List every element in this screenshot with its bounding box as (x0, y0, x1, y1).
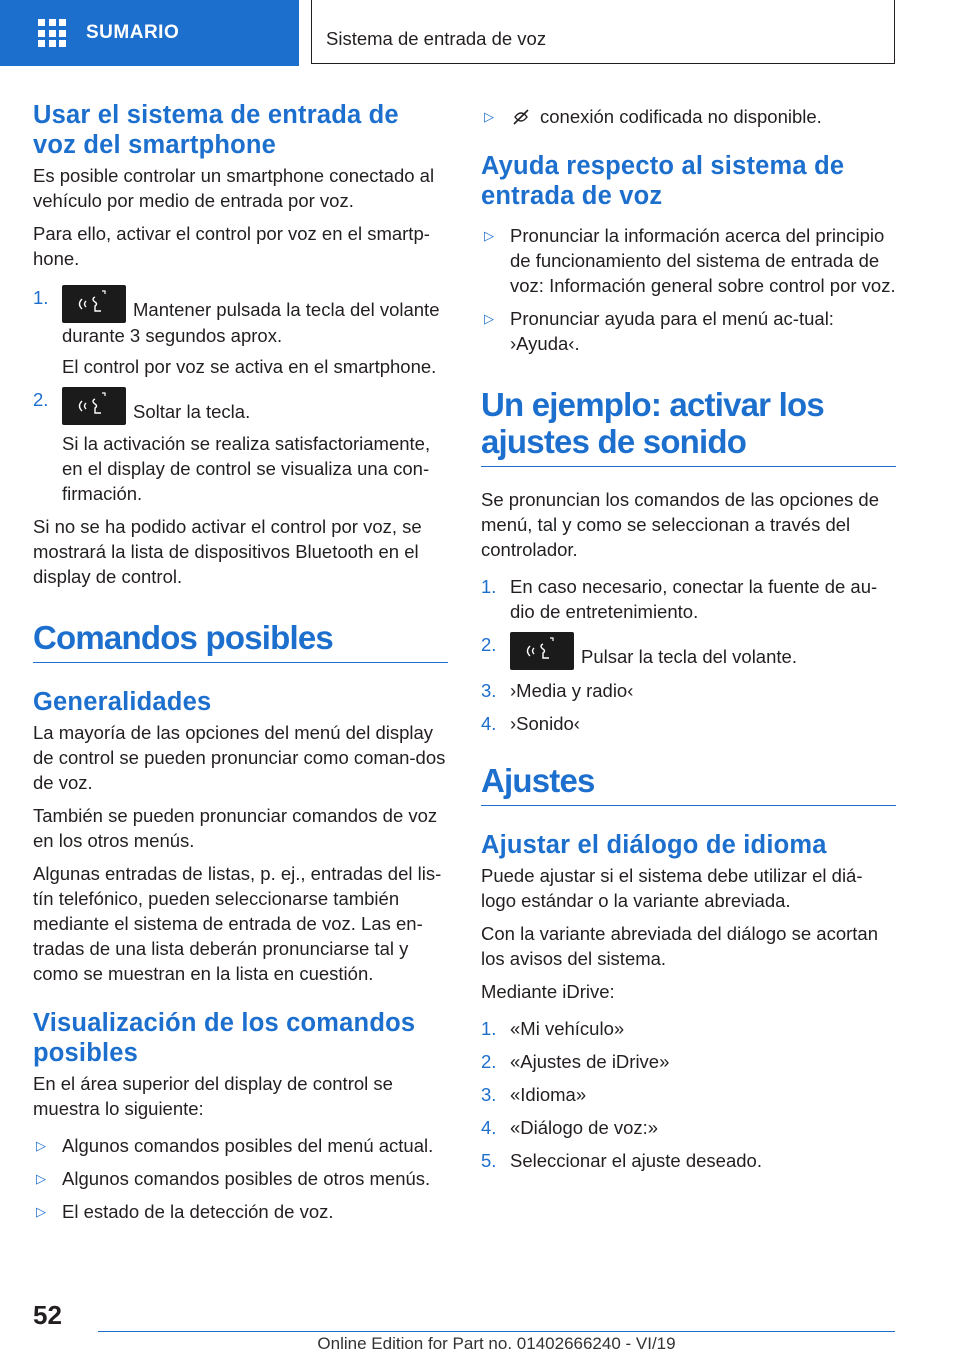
list-item (481, 1016, 896, 1041)
footer-rule (98, 1331, 895, 1332)
voice-command-key-icon (510, 632, 574, 670)
footer-edition: Online Edition for Part no. 01402666240 - VI/19 (317, 1334, 676, 1353)
list-item (481, 678, 896, 703)
crossed-encryption-icon (510, 107, 532, 125)
step-text: Mantener pulsada la tecla del volante durante 3 segundos aprox. (62, 299, 440, 346)
list-item (33, 1166, 448, 1191)
list-item (481, 1148, 896, 1173)
paragraph: Es posible controlar un smartphone conectado al vehículo por medio de entrada por voz. (33, 165, 435, 211)
step-number: 2. (33, 389, 49, 410)
step-number: 5. (481, 1150, 497, 1171)
heading-smartphone: Usar el sistema de entrada de voz del smartphone (33, 101, 399, 159)
list-item (481, 1082, 896, 1107)
list-item (481, 632, 896, 670)
triangle-bullet-icon: ▷ (484, 109, 494, 124)
step-text: Seleccionar el ajuste deseado. (510, 1150, 762, 1171)
triangle-bullet-icon: ▷ (36, 1171, 46, 1186)
heading-visualizacion: Visualización de los comandos posibles (33, 1009, 416, 1067)
sumario-button[interactable] (0, 0, 299, 66)
triangle-bullet-icon: ▷ (484, 311, 494, 326)
heading-ajustar: Ajustar el diálogo de idioma (481, 831, 827, 859)
voice-command-key-icon (62, 285, 126, 323)
step-number: 2. (481, 1051, 497, 1072)
bullet-text: El estado de la detección de voz. (62, 1201, 334, 1222)
list-item (33, 387, 448, 425)
paragraph: En el área superior del display de control se muestra lo siguiente: (33, 1073, 393, 1119)
paragraph: Para ello, activar el control por voz en el smartp‐hone. (33, 223, 430, 269)
heading-ejemplo: Un ejemplo: activar los ajustes de sonido (481, 386, 824, 460)
list-item (481, 306, 896, 356)
section-title: Sistema de entrada de voz (326, 28, 547, 49)
bullet-text: Algunos comandos posibles del menú actual. (62, 1135, 434, 1156)
voice-command-key-icon (62, 387, 126, 425)
step-number: 1. (481, 576, 497, 597)
list-item (481, 711, 896, 736)
triangle-bullet-icon: ▷ (484, 228, 494, 243)
step-text: «Diálogo de voz:» (510, 1117, 659, 1138)
bullet-text: Algunos comandos posibles de otros menús. (62, 1168, 431, 1189)
step-number: 1. (481, 1018, 497, 1039)
paragraph: También se pueden pronunciar comandos de voz en los otros menús. (33, 805, 438, 851)
step-result: El control por voz se activa en el smartphone. (62, 356, 437, 377)
paragraph: Se pronuncian los comandos de las opciones de menú, tal y como se seleccionan a través del controlador. (481, 489, 880, 560)
paragraph: Si no se ha podido activar el control por voz, se mostrará la lista de dispositivos Bluetooth en el display de control. (33, 516, 422, 587)
step-number: 4. (481, 713, 497, 734)
top-bar (0, 0, 960, 66)
heading-comandos: Comandos posibles (33, 619, 333, 656)
bullet-list (33, 1133, 448, 1224)
step-text: En caso necesario, conectar la fuente de au‐dio de entretenimiento. (510, 576, 878, 622)
paragraph: Algunas entradas de listas, p. ej., entradas del lis‐tín telefónico, pueden seleccionarse también mediante el sistema de entrada de voz. Las en‐tradas de una lista deberán pronunciarse tal y como se muestran en la lista en cuestión. (33, 863, 442, 984)
bullet-list (481, 223, 896, 356)
steps-list (33, 285, 448, 506)
triangle-bullet-icon: ▷ (36, 1204, 46, 1219)
heading-rule (481, 466, 896, 467)
step-text: Soltar la tecla. (133, 401, 251, 422)
step-number: 3. (481, 680, 497, 701)
list-item (33, 285, 448, 348)
grid-icon (38, 19, 66, 47)
sumario-label: SUMARIO (86, 22, 180, 43)
heading-rule (33, 662, 448, 663)
right-column (481, 104, 896, 1181)
page-number: 52 (33, 1300, 62, 1330)
paragraph: Mediante iDrive: (481, 981, 615, 1002)
list-item (33, 1199, 448, 1224)
list-item (481, 1049, 896, 1074)
section-title-tab (311, 0, 895, 64)
bullet-text: Pronunciar la información acerca del principio de funcionamiento del sistema de entrada de voz: Información general sobre control por voz. (510, 225, 896, 296)
steps-list (481, 1016, 896, 1173)
step-text: «Ajustes de iDrive» (510, 1051, 670, 1072)
heading-ayuda: Ayuda respecto al sistema de entrada de voz (481, 152, 845, 210)
steps-list (481, 574, 896, 736)
step-text: «Mi vehículo» (510, 1018, 625, 1039)
step-result: Si la activación se realiza satisfactoriamente, en el display de control se visualiza una con‐firmación. (62, 433, 431, 504)
step-number: 2. (481, 634, 497, 655)
triangle-bullet-icon: ▷ (36, 1138, 46, 1153)
paragraph: La mayoría de las opciones del menú del display de control se pueden pronunciar como coman‐dos de voz. (33, 722, 446, 793)
list-item (481, 574, 896, 624)
heading-generalidades: Generalidades (33, 688, 212, 716)
list-item (481, 1115, 896, 1140)
paragraph: Con la variante abreviada del diálogo se acortan los avisos del sistema. (481, 923, 878, 969)
paragraph: Puede ajustar si el sistema debe utilizar el diá‐logo estándar o la variante abreviada. (481, 865, 863, 911)
heading-rule (481, 805, 896, 806)
left-column (33, 100, 448, 1232)
list-item (33, 1133, 448, 1158)
step-text: «Idioma» (510, 1084, 587, 1105)
heading-ajustes: Ajustes (481, 762, 595, 799)
step-number: 3. (481, 1084, 497, 1105)
step-number: 4. (481, 1117, 497, 1138)
bullet-text: Pronunciar ayuda para el menú ac‐tual: ›Ayuda‹. (510, 308, 834, 354)
list-item (481, 104, 896, 129)
step-text: Pulsar la tecla del volante. (581, 646, 797, 667)
list-item (481, 223, 896, 298)
step-text: ›Sonido‹ (510, 713, 580, 734)
bullet-text: conexión codificada no disponible. (540, 106, 822, 127)
step-number: 1. (33, 287, 49, 308)
step-text: ›Media y radio‹ (510, 680, 634, 701)
